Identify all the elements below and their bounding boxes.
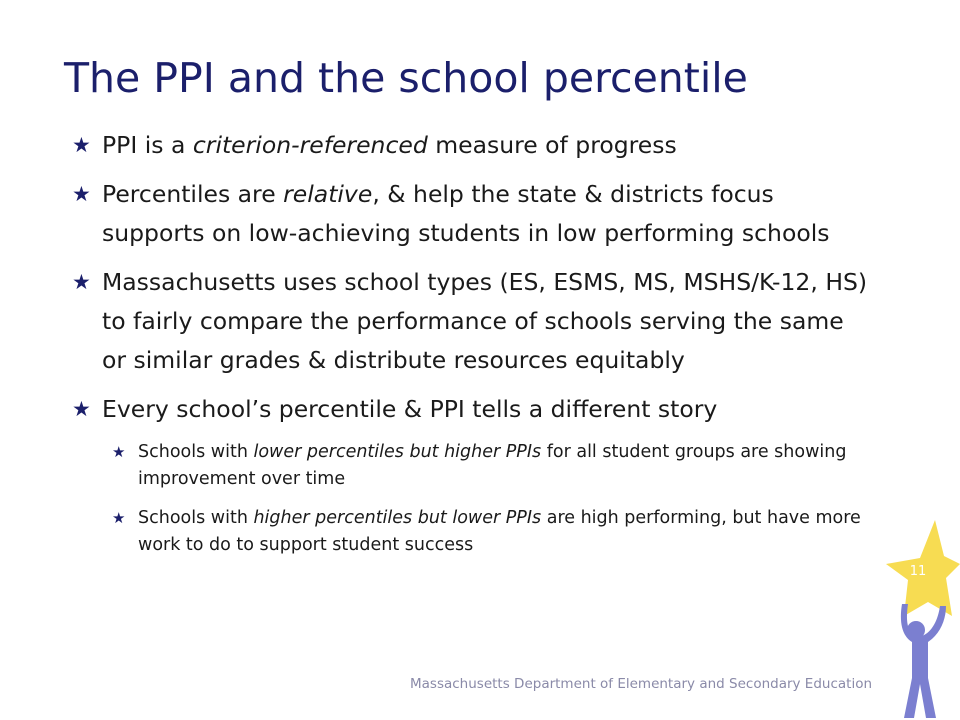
text-run: PPI is a xyxy=(102,131,193,159)
slide-title: The PPI and the school percentile xyxy=(64,54,748,102)
bullet-item xyxy=(72,263,872,380)
footer-text: Massachusetts Department of Elementary and Secondary Education xyxy=(410,676,873,692)
star-figure-logo-icon xyxy=(866,518,960,720)
star-icon: ★ xyxy=(112,509,126,527)
sub-bullet-text xyxy=(138,508,861,555)
text-run: Percentiles are xyxy=(102,180,284,208)
text-run: for all student groups are showing improvement over time xyxy=(138,442,847,489)
star-icon: ★ xyxy=(72,182,91,206)
text-run: , & help the state & districts focus supports on low-achieving students in low performing schools xyxy=(102,180,830,247)
text-run: Schools with xyxy=(138,442,254,462)
text-run: Massachusetts uses school types (ES, ESMS, MS, MSHS/K-12, HS) to fairly compare the performance of schools serving the same or similar grades & distribute resources equitably xyxy=(102,268,868,374)
bullet-text xyxy=(102,395,717,423)
star-icon: ★ xyxy=(72,270,91,294)
bullet-item xyxy=(72,175,872,253)
text-run: are high performing, but have more work to do to support student success xyxy=(138,508,861,555)
star-icon: ★ xyxy=(112,443,126,461)
slide-number: 11 xyxy=(909,564,927,579)
star-icon: ★ xyxy=(72,133,91,157)
bullet-list xyxy=(72,126,872,571)
sub-bullet-item xyxy=(112,505,874,559)
bullet-text xyxy=(102,180,829,247)
sub-bullet-text xyxy=(138,442,846,489)
bullet-item xyxy=(72,390,872,429)
emphasis-text: higher percentiles but lower PPIs xyxy=(253,508,542,528)
text-run: measure of progress xyxy=(427,131,677,159)
text-run: Every school’s percentile & PPI tells a different story xyxy=(102,395,718,423)
bullet-text xyxy=(102,268,867,374)
bullet-text xyxy=(102,131,677,159)
bullet-item xyxy=(72,126,872,165)
text-run: Schools with xyxy=(138,508,254,528)
emphasis-text: criterion-referenced xyxy=(192,131,428,159)
star-icon: ★ xyxy=(72,397,91,421)
emphasis-text: relative xyxy=(283,180,373,208)
sub-bullet-item xyxy=(112,439,874,493)
logo-figure-body xyxy=(901,604,946,718)
emphasis-text: lower percentiles but higher PPIs xyxy=(253,442,542,462)
